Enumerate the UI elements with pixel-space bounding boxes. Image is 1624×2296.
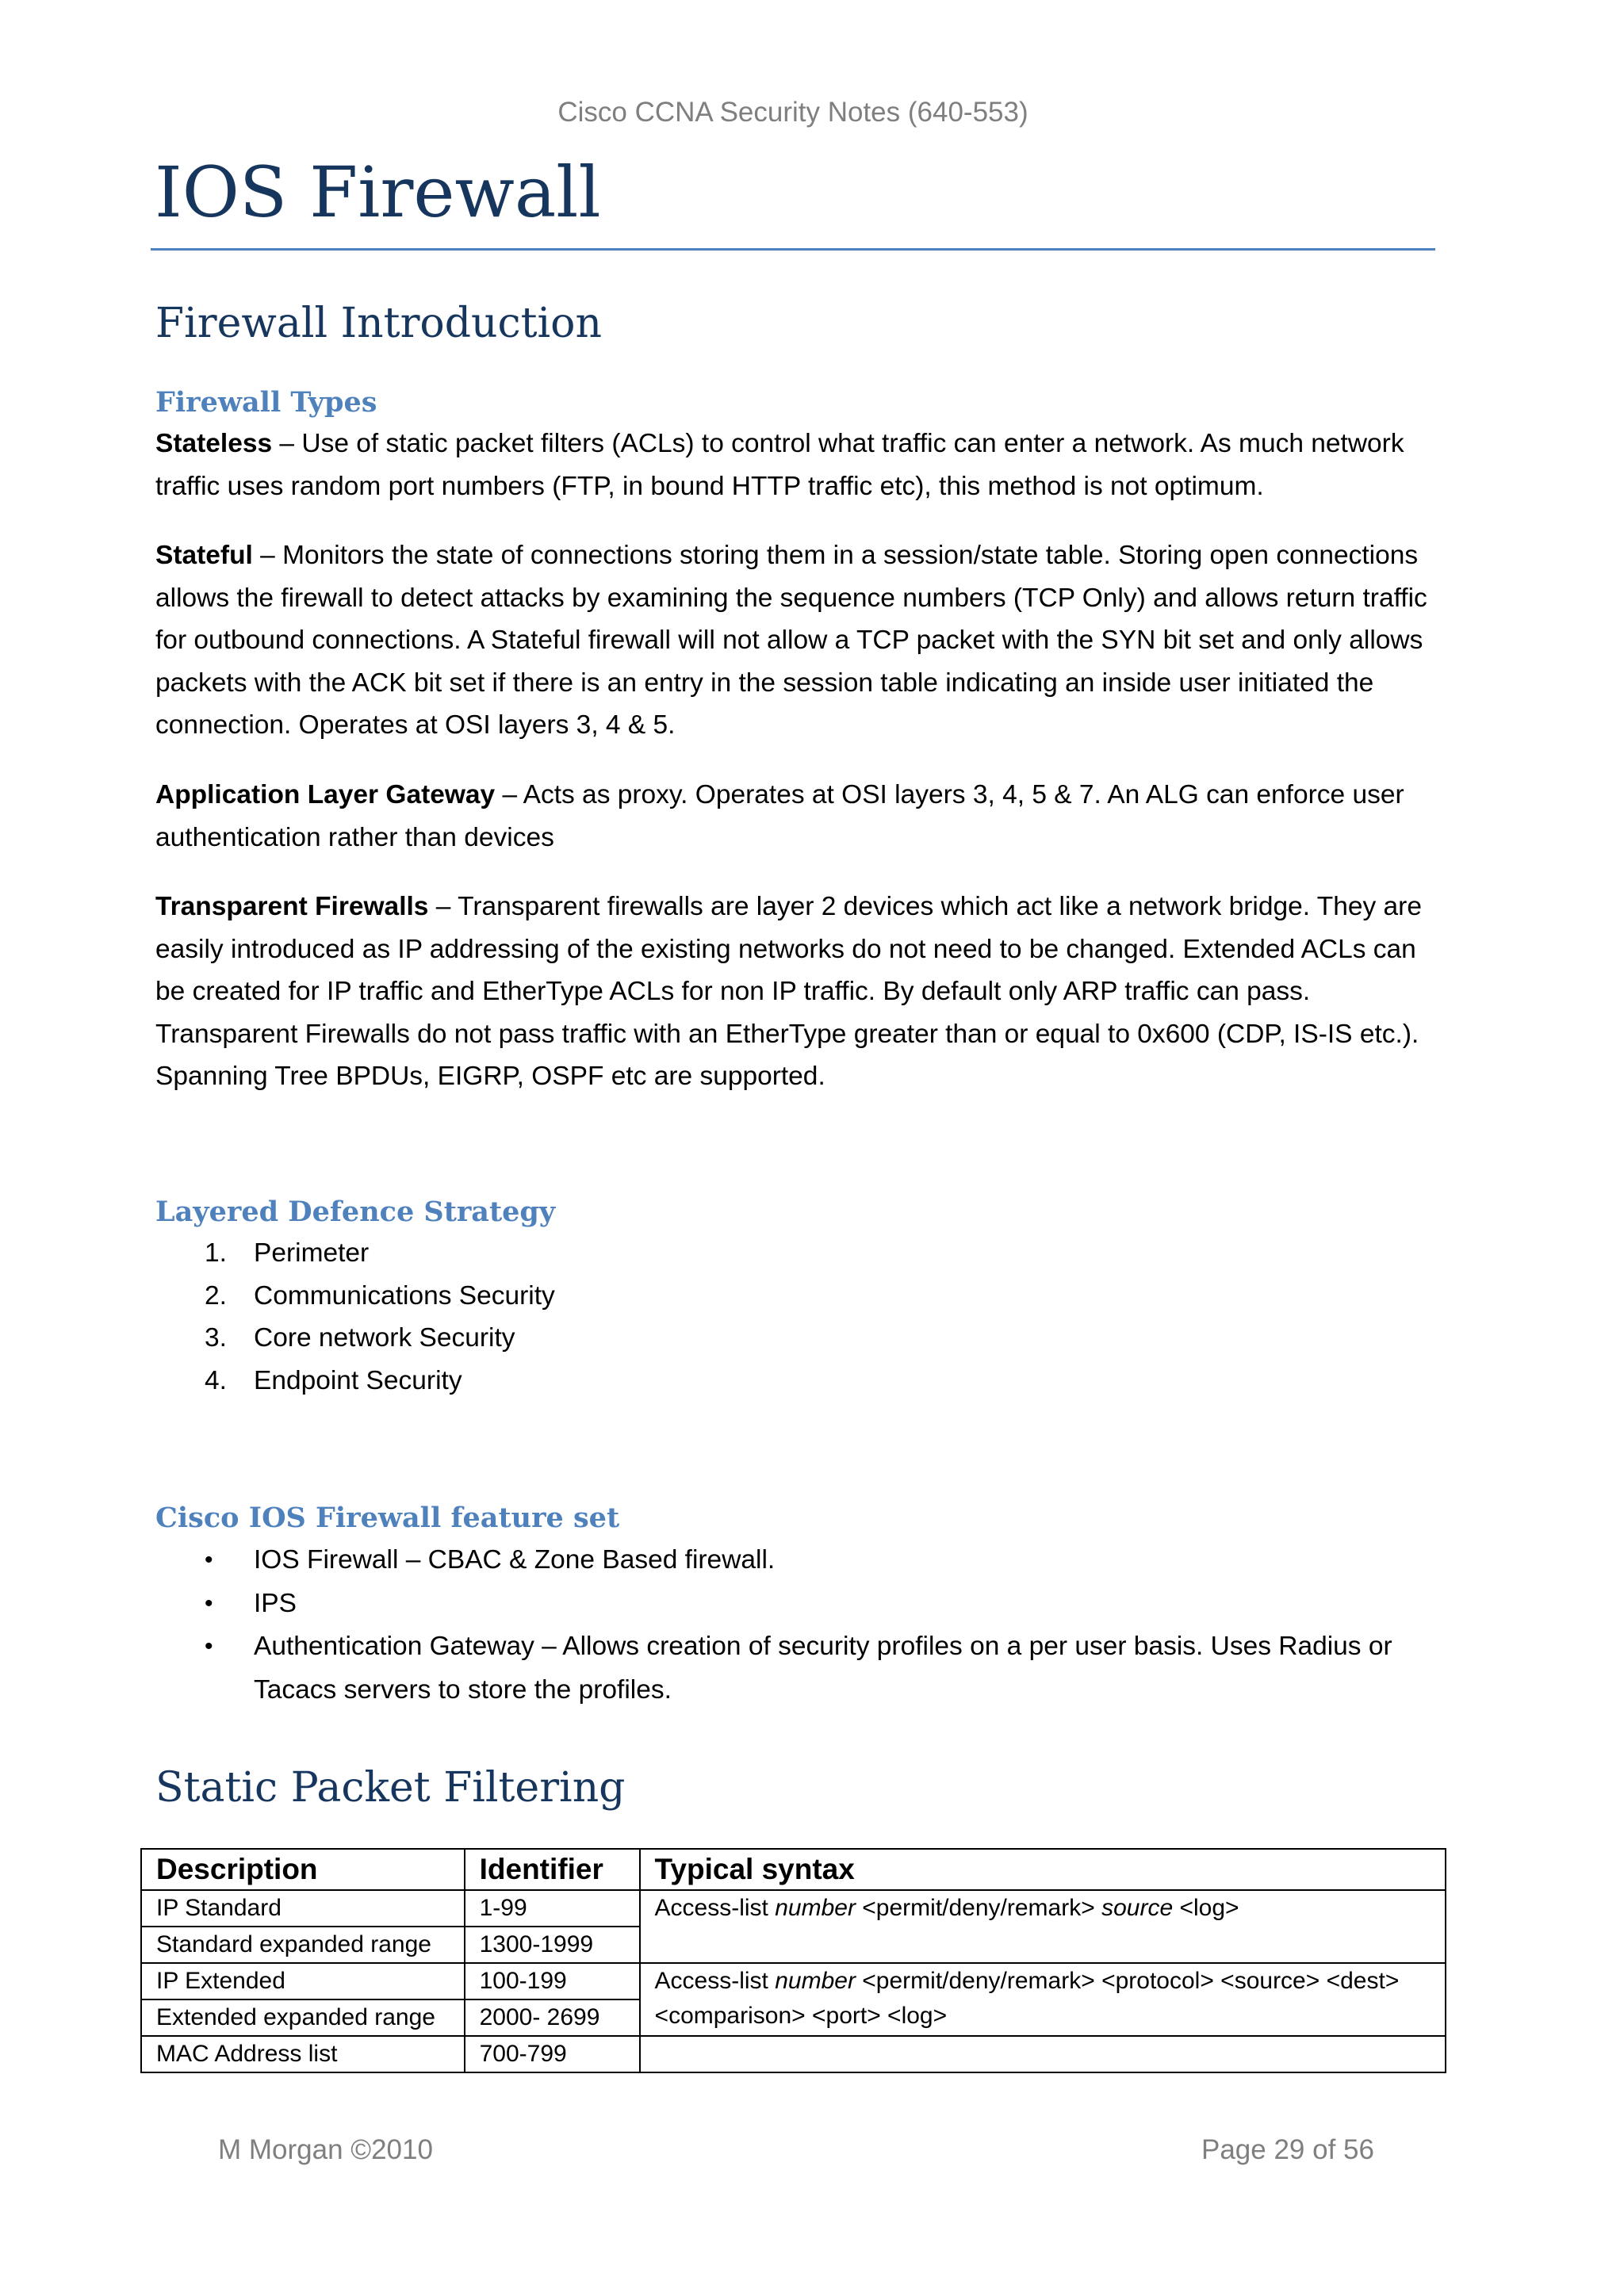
list-item-text: IOS Firewall – CBAC & Zone Based firewall. bbox=[254, 1545, 776, 1575]
cell-identifier: 1300-1999 bbox=[465, 1927, 640, 1963]
list-item bbox=[155, 1317, 555, 1360]
text-stateful: – Monitors the state of connections storing them in a session/state table. Storing open connections allows the firewall to detect attacks by examining the sequence numbers (TCP Only) and allows return traffic for outbound connections. A Stateful firewall will not allow a TCP packet with the SYN bit set and only allows packets with the ACK bit set if there is an entry in the session table indicating an inside user initiated the connection. Operates at OSI layers 3, 4 & 5. bbox=[155, 541, 1427, 740]
term-transparent: Transparent Firewalls bbox=[155, 892, 429, 921]
syntax-text: <log> bbox=[1173, 1895, 1239, 1921]
paragraph-application-layer-gateway bbox=[155, 774, 1432, 859]
title-divider bbox=[151, 248, 1435, 251]
list-item bbox=[155, 1582, 1432, 1626]
list-item bbox=[155, 1625, 1432, 1712]
text-alg: – Acts as proxy. Operates at OSI layers 3, 4, 5 & 7. An ALG can enforce user authentication rather than devices bbox=[155, 780, 1404, 852]
list-item-text: Communications Security bbox=[254, 1280, 555, 1311]
page-title: IOS Firewall bbox=[155, 151, 601, 233]
layered-defence-list bbox=[155, 1232, 555, 1402]
bullet-icon: • bbox=[205, 1590, 213, 1617]
list-item bbox=[155, 1539, 1432, 1582]
feature-set-list bbox=[155, 1539, 1432, 1712]
list-item-text: Authentication Gateway – Allows creation of security profiles on a per user basis. Uses Radius or Tacacs servers to store the profiles. bbox=[254, 1632, 1392, 1705]
term-alg: Application Layer Gateway bbox=[155, 780, 496, 809]
section-heading-static-packet-filtering: Static Packet Filtering bbox=[155, 1764, 626, 1812]
table-row bbox=[141, 1963, 1446, 1999]
list-item bbox=[155, 1232, 555, 1275]
syntax-text: Access-list bbox=[654, 1968, 776, 1994]
list-item bbox=[155, 1360, 555, 1402]
page-header: Cisco CCNA Security Notes (640-553) bbox=[557, 97, 1028, 128]
cell-description: Standard expanded range bbox=[141, 1927, 465, 1963]
table-header-row bbox=[141, 1849, 1446, 1890]
cell-extended-syntax bbox=[640, 1963, 1446, 2036]
cell-description: Extended expanded range bbox=[141, 1999, 465, 2036]
subheading-cisco-ios-firewall-feature-set: Cisco IOS Firewall feature set bbox=[155, 1502, 620, 1534]
column-header-identifier: Identifier bbox=[465, 1849, 640, 1890]
paragraph-stateful bbox=[155, 534, 1432, 747]
cell-empty bbox=[640, 2036, 1446, 2072]
subheading-firewall-types: Firewall Types bbox=[155, 386, 377, 419]
section-heading-firewall-introduction: Firewall Introduction bbox=[155, 300, 602, 347]
footer-page-number: Page 29 of 56 bbox=[1201, 2134, 1374, 2165]
paragraph-transparent-firewalls bbox=[155, 886, 1432, 1098]
list-number: 3. bbox=[205, 1323, 227, 1353]
list-item bbox=[155, 1275, 555, 1318]
cell-identifier: 700-799 bbox=[465, 2036, 640, 2072]
paragraph-stateless bbox=[155, 423, 1432, 507]
table-row bbox=[141, 2036, 1446, 2072]
syntax-text: <permit/deny/remark> <protocol> <source> <dest> <comparison> <port> <log> bbox=[654, 1968, 1400, 2029]
bullet-icon: • bbox=[205, 1633, 213, 1659]
list-number: 1. bbox=[205, 1238, 227, 1268]
cell-identifier: 2000- 2699 bbox=[465, 1999, 640, 2036]
syntax-text: Access-list bbox=[654, 1895, 776, 1921]
list-number: 2. bbox=[205, 1280, 227, 1311]
cell-identifier: 100-199 bbox=[465, 1963, 640, 1999]
column-header-typical-syntax: Typical syntax bbox=[640, 1849, 1446, 1890]
table-row bbox=[141, 1890, 1446, 1927]
list-item-text: Endpoint Security bbox=[254, 1365, 462, 1395]
list-item-text: Perimeter bbox=[254, 1238, 370, 1268]
list-item-text: Core network Security bbox=[254, 1323, 515, 1353]
footer-author: M Morgan ©2010 bbox=[218, 2134, 433, 2165]
list-number: 4. bbox=[205, 1365, 227, 1395]
cell-identifier: 1-99 bbox=[465, 1890, 640, 1927]
cell-description: IP Standard bbox=[141, 1890, 465, 1927]
cell-standard-syntax bbox=[640, 1890, 1446, 1963]
syntax-italic: number bbox=[775, 1968, 856, 1994]
cell-description: MAC Address list bbox=[141, 2036, 465, 2072]
subheading-layered-defence-strategy: Layered Defence Strategy bbox=[155, 1196, 556, 1228]
column-header-description: Description bbox=[141, 1849, 465, 1890]
acl-range-table bbox=[140, 1848, 1446, 2073]
list-item-text: IPS bbox=[254, 1588, 297, 1618]
syntax-italic: number bbox=[775, 1895, 856, 1921]
term-stateless: Stateless bbox=[155, 429, 273, 458]
text-stateless: – Use of static packet filters (ACLs) to control what traffic can enter a network. As much network traffic uses random port numbers (FTP, in bound HTTP traffic etc), this method is not optimum. bbox=[155, 429, 1404, 501]
bullet-icon: • bbox=[205, 1547, 213, 1573]
cell-description: IP Extended bbox=[141, 1963, 465, 1999]
term-stateful: Stateful bbox=[155, 541, 253, 570]
syntax-italic: source bbox=[1101, 1895, 1174, 1921]
text-transparent: – Transparent firewalls are layer 2 devices which act like a network bridge. They are easily introduced as IP addressing of the existing networks do not need to be changed. Extended ACLs can be created for IP traffic and EtherType ACLs for non IP traffic. By default only ARP traffic can pass. Transparent Firewalls do not pass traffic with an EtherType greater than or equal to 0x600 (CDP, IS-IS etc.). Spanning Tree BPDUs, EIGRP, OSPF etc are supported. bbox=[155, 892, 1422, 1092]
syntax-text: <permit/deny/remark> bbox=[855, 1895, 1102, 1921]
